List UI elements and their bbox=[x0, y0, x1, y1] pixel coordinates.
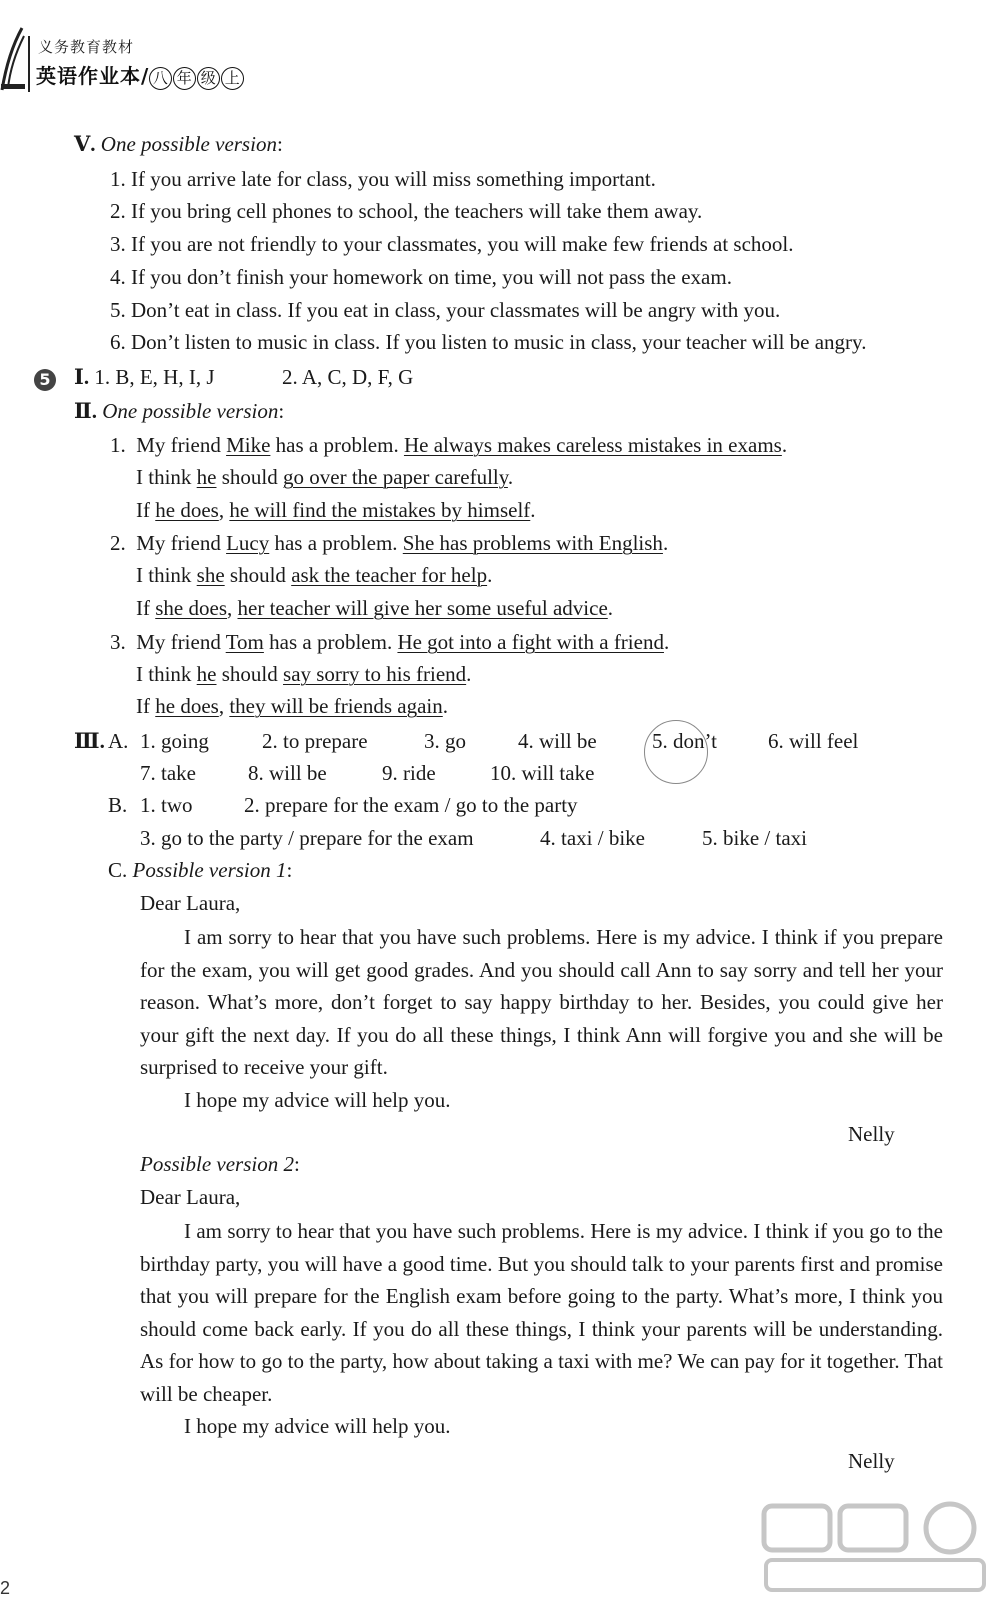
section-v-colon: : bbox=[276, 132, 283, 156]
section-ii-label: One possible version bbox=[102, 399, 279, 423]
advice-item-line bbox=[136, 693, 448, 719]
text-run: My friend bbox=[136, 630, 226, 654]
text-run: If bbox=[136, 498, 156, 522]
letter-signature: Nelly bbox=[848, 1122, 895, 1146]
advice-item-line bbox=[110, 530, 668, 556]
blank-answer: he bbox=[196, 465, 217, 489]
letter-body: I am sorry to hear that you have such problems. Here is my advice. I think if you prepare for the exam, you will get good grades. And you should call Ann to say sorry and tell her your reason. What’s more, don’t forget to say happy birthday to her. Besides, you could give her your gift the next day. If you do all these things, I think Ann will forgive you and she will be surprised to receive your gift. bbox=[140, 925, 943, 1079]
text-run: I think bbox=[136, 465, 197, 489]
grade-label bbox=[149, 64, 244, 88]
section-iii-number: Ⅲ. bbox=[74, 729, 105, 753]
fill-answer: 3. go bbox=[424, 729, 466, 753]
fill-answer: 1. two bbox=[140, 793, 193, 817]
blank-answer: Tom bbox=[225, 630, 264, 654]
header-book-title bbox=[36, 60, 244, 90]
answer-line: 3. If you are not friendly to your classmates, you will make few friends at school. bbox=[110, 232, 794, 256]
answer-line: 4. If you don’t finish your homework on time, you will not pass the exam. bbox=[110, 265, 732, 289]
blank-answer: her teacher will give her some useful advice bbox=[237, 596, 608, 620]
section-ii-heading bbox=[74, 398, 284, 424]
blank-answer: he will find the mistakes by himself bbox=[229, 498, 531, 522]
text-run: should bbox=[216, 465, 284, 489]
letter-closing: I hope my advice will help you. bbox=[184, 1088, 451, 1112]
header-series: 义务教育教材 bbox=[38, 38, 135, 56]
text-run: , bbox=[218, 694, 230, 718]
text-run: . bbox=[663, 630, 670, 654]
answer-line: 1. If you arrive late for class, you will miss something important. bbox=[110, 167, 656, 191]
text-run: . bbox=[487, 563, 493, 587]
section-i-line bbox=[74, 364, 215, 390]
blank-answer: she bbox=[196, 563, 225, 587]
blank-answer: he does bbox=[155, 694, 219, 718]
watermark-logo-icon bbox=[760, 1500, 990, 1595]
fill-answer: 2. to prepare bbox=[262, 729, 368, 753]
blank-answer: ask the teacher for help bbox=[291, 563, 488, 587]
section-i-number: Ⅰ. bbox=[74, 365, 90, 389]
text-run: . bbox=[466, 662, 472, 686]
text-run: I think bbox=[136, 662, 197, 686]
version-label: Possible version 1 bbox=[132, 858, 287, 882]
text-run: If bbox=[136, 596, 156, 620]
answer-group: 2. A, C, D, F, G bbox=[282, 365, 414, 389]
text-run: has a problem. bbox=[263, 630, 398, 654]
text-run: My friend bbox=[136, 433, 227, 457]
section-v-heading bbox=[74, 131, 283, 157]
item-number: 1. bbox=[110, 433, 126, 457]
letter-closing: I hope my advice will help you. bbox=[184, 1414, 451, 1438]
text-run: has a problem. bbox=[269, 531, 403, 555]
advice-item-line bbox=[110, 432, 787, 458]
letter-greeting: Dear Laura, bbox=[140, 1185, 241, 1209]
grade-char: 八 bbox=[149, 67, 172, 90]
section-ii-number: Ⅱ. bbox=[74, 399, 97, 423]
part-b-label: B. bbox=[108, 793, 128, 817]
unit-number-badge: 5 bbox=[34, 369, 56, 391]
blank-answer: they will be friends again bbox=[229, 694, 443, 718]
fill-answer: 4. will be bbox=[518, 729, 597, 753]
text-run: should bbox=[224, 563, 292, 587]
text-run: My friend bbox=[136, 531, 227, 555]
version-colon: : bbox=[293, 1152, 300, 1176]
header-divider bbox=[28, 36, 30, 92]
advice-item-line bbox=[136, 661, 471, 687]
text-run: . bbox=[530, 498, 536, 522]
answer-line: 6. Don’t listen to music in class. If you listen to music in class, your teacher will be angry. bbox=[110, 330, 867, 354]
answer-group: 1. B, E, H, I, J bbox=[94, 365, 215, 389]
grade-char: 级 bbox=[197, 67, 220, 90]
part-a-label: A. bbox=[108, 729, 129, 753]
advice-item-line bbox=[136, 595, 613, 621]
version-heading bbox=[140, 1151, 300, 1177]
text-run: . bbox=[607, 596, 614, 620]
section-v-label: One possible version bbox=[100, 132, 277, 156]
blank-answer: he bbox=[196, 662, 217, 686]
letter-body: I am sorry to hear that you have such problems. Here is my advice. I think if you go to the birthday party, you will have a good time. But you should talk to your parents first and promise that you will prepare for the English exam before going to the party. What’s more, I think you should come back early. If you do all these things, I think your parents will be understanding. As for how to go to the party, how about taking a taxi with me? We can pay for it together. That will be cheaper. bbox=[140, 1219, 943, 1406]
text-run: . bbox=[507, 465, 514, 489]
text-run: . bbox=[442, 694, 449, 718]
publisher-logo-icon bbox=[0, 26, 26, 92]
blank-answer: she does bbox=[155, 596, 227, 620]
blank-answer: say sorry to his friend bbox=[283, 662, 467, 686]
answer-line: 2. If you bring cell phones to school, the teachers will take them away. bbox=[110, 199, 703, 223]
text-run: , bbox=[227, 596, 238, 620]
version-colon: : bbox=[286, 858, 293, 882]
blank-answer: He got into a fight with a friend bbox=[397, 630, 664, 654]
advice-item-line bbox=[136, 497, 536, 523]
ink-stamp bbox=[644, 720, 708, 784]
fill-answer: 10. will take bbox=[490, 761, 595, 785]
fill-answer: 5. don’t bbox=[652, 729, 717, 753]
text-run: , bbox=[218, 498, 230, 522]
part-c-label: C. bbox=[108, 858, 128, 882]
text-run: . bbox=[662, 531, 669, 555]
text-run: I think bbox=[136, 563, 197, 587]
blank-answer: She has problems with English bbox=[402, 531, 663, 555]
page-number: 2 bbox=[0, 1578, 11, 1598]
item-number: 2. bbox=[110, 531, 126, 555]
title-slash: / bbox=[141, 64, 150, 88]
fill-answer: 2. prepare for the exam / go to the party bbox=[244, 793, 578, 817]
fill-answer: 7. take bbox=[140, 761, 196, 785]
blank-answer: Mike bbox=[226, 433, 271, 457]
advice-item-line bbox=[136, 562, 492, 588]
fill-answer: 9. ride bbox=[382, 761, 436, 785]
book-name: 英语作业本 bbox=[36, 64, 141, 88]
text-run: should bbox=[216, 662, 284, 686]
part-c-heading bbox=[108, 857, 292, 883]
grade-char: 年 bbox=[173, 67, 196, 90]
page-header bbox=[0, 0, 996, 100]
grade-char: 上 bbox=[221, 67, 244, 90]
fill-answer: 1. going bbox=[140, 729, 209, 753]
letter-signature: Nelly bbox=[848, 1449, 895, 1473]
fill-answer: 3. go to the party / prepare for the exam bbox=[140, 826, 474, 850]
section-v-number: Ⅴ. bbox=[74, 132, 96, 156]
blank-answer: go over the paper carefully bbox=[283, 465, 508, 489]
section-ii-colon: : bbox=[278, 399, 285, 423]
fill-answer: 6. will feel bbox=[768, 729, 859, 753]
text-run: . bbox=[781, 433, 788, 457]
text-run: has a problem. bbox=[270, 433, 404, 457]
blank-answer: he does bbox=[155, 498, 219, 522]
text-run: If bbox=[136, 694, 156, 718]
advice-item-line bbox=[110, 629, 669, 655]
letter-greeting: Dear Laura, bbox=[140, 891, 241, 915]
blank-answer: Lucy bbox=[226, 531, 270, 555]
answer-line: 5. Don’t eat in class. If you eat in class, your classmates will be angry with you. bbox=[110, 298, 781, 322]
item-number: 3. bbox=[110, 630, 126, 654]
version-label: Possible version 2 bbox=[140, 1152, 294, 1176]
fill-answer: 8. will be bbox=[248, 761, 327, 785]
advice-item-line bbox=[136, 464, 513, 490]
fill-answer: 4. taxi / bike bbox=[540, 826, 645, 850]
fill-answer: 5. bike / taxi bbox=[702, 826, 807, 850]
blank-answer: He always makes careless mistakes in exams bbox=[403, 433, 782, 457]
